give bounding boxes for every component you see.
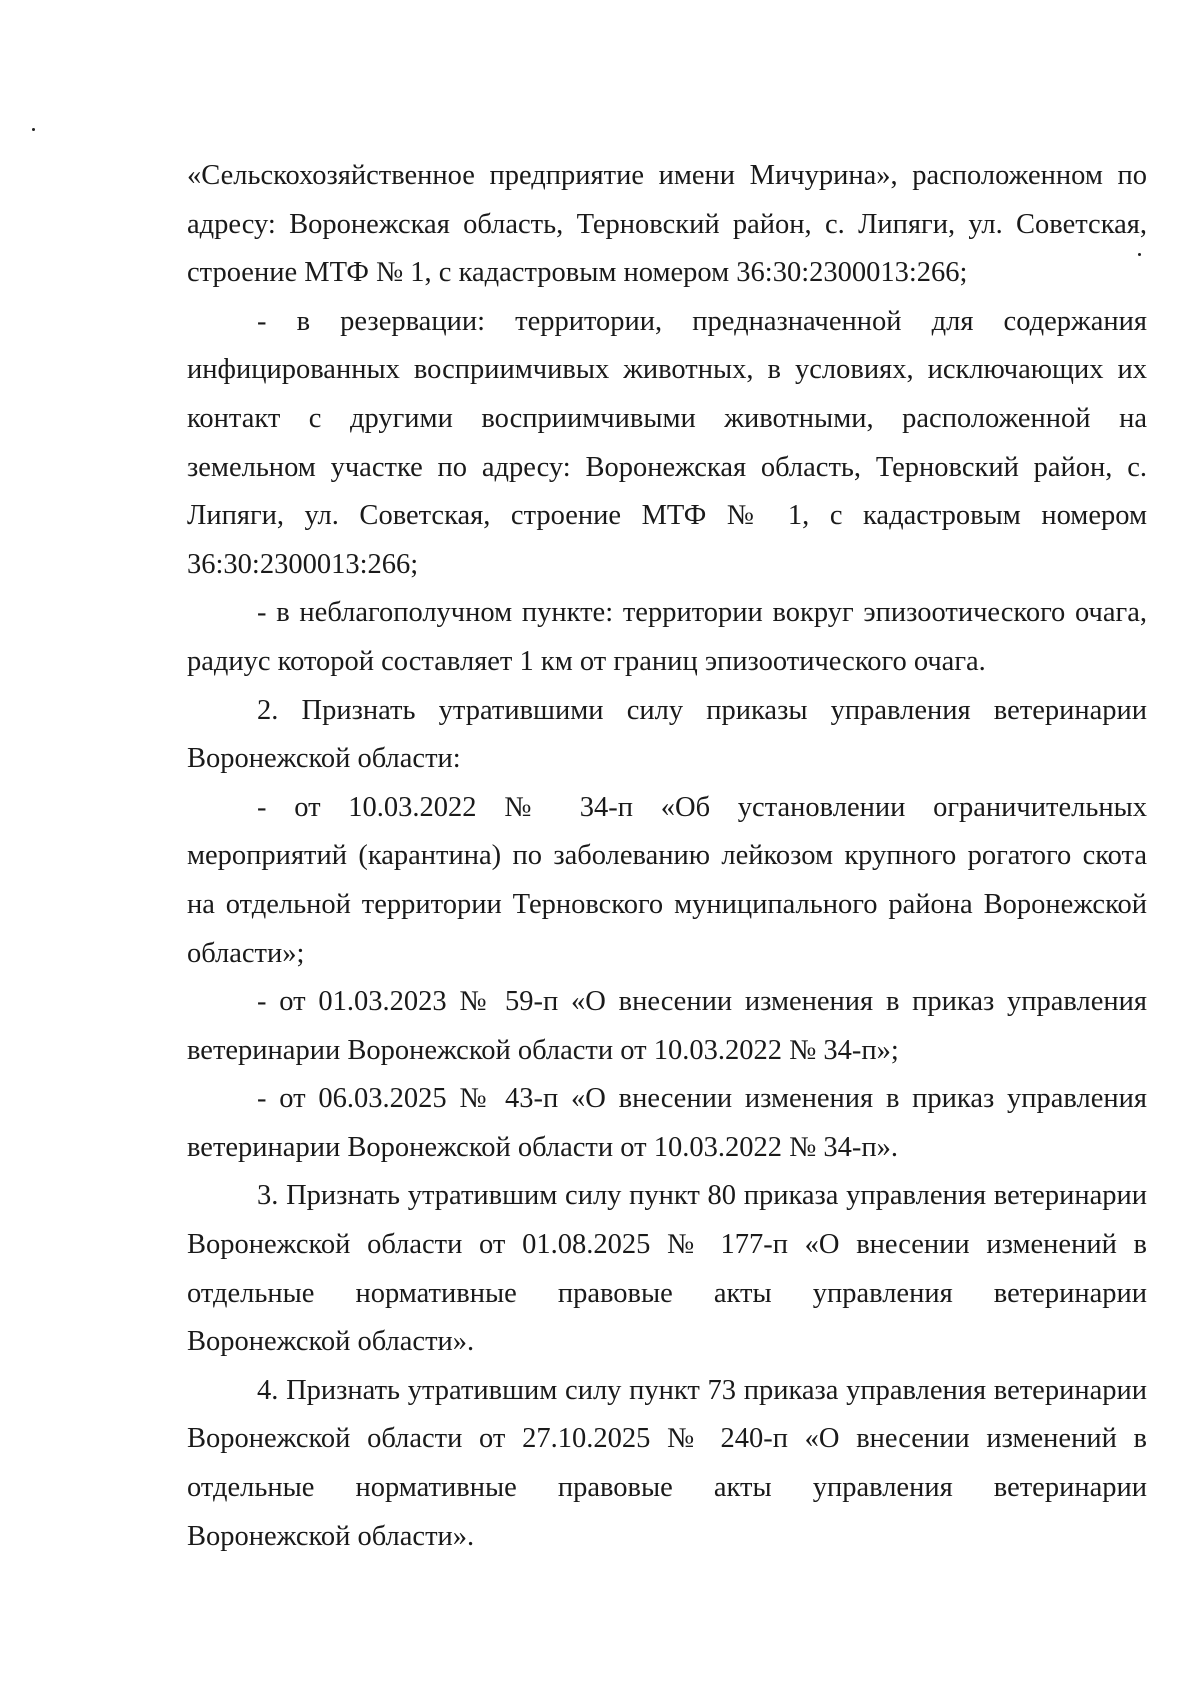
paragraph-item-4: 4. Признать утратившим силу пункт 73 приказа управления ветеринарии Воронежской области от 27.10.2025 № 240-п «О внесении изменений в отдельные нормативные правовые акты управления ветеринарии Воронежской области». — [187, 1374, 1147, 1552]
paragraph-item-3: 3. Признать утратившим силу пункт 80 приказа управления ветеринарии Воронежской области от 01.08.2025 № 177-п «О внесении изменений в отдельные нормативные правовые акты управления ветеринарии Воронежской области». — [187, 1180, 1147, 1358]
paragraph-order-59p: - от 01.03.2023 № 59-п «О внесении изменения в приказ управления ветеринарии Воронежской области от 10.03.2022 № 34-п»; — [187, 986, 1147, 1066]
document-body — [187, 152, 1147, 1561]
paragraph-reservation: - в резервации: территории, предназначенной для содержания инфицированных восприимчивых животных, в условиях, исключающих их контакт с другими восприимчивыми животными, расположенной на земельном участке по адресу: Воронежская область, Терновский район, с. Липяги, ул. Советская, строение МТФ № 1, с кадастровым номером 36:30:2300013:266; — [187, 305, 1147, 580]
scan-speck-dot — [32, 128, 35, 131]
paragraph-continuation: «Сельскохозяйственное предприятие имени Мичурина», расположенном по адресу: Воронежская область, Терновский район, с. Липяги, ул. Советская, строение МТФ № 1, с кадастровым номером 36:30:2300013:266; — [187, 160, 1147, 289]
paragraph-order-34p: - от 10.03.2022 № 34-п «Об установлении ограничительных мероприятий (карантина) по заболеванию лейкозом крупного рогатого скота на отдельной территории Терновского муниципального района Воронежской области»; — [187, 791, 1147, 969]
paragraph-order-43p: - от 06.03.2025 № 43-п «О внесении изменения в приказ управления ветеринарии Воронежской области от 10.03.2022 № 34-п». — [187, 1083, 1147, 1163]
paragraph-unfavorable-point: - в неблагополучном пункте: территории вокруг эпизоотического очага, радиус которой составляет 1 км от границ эпизоотического очага. — [187, 597, 1147, 677]
paragraph-item-2: 2. Признать утратившими силу приказы управления ветеринарии Воронежской области: — [187, 694, 1147, 775]
